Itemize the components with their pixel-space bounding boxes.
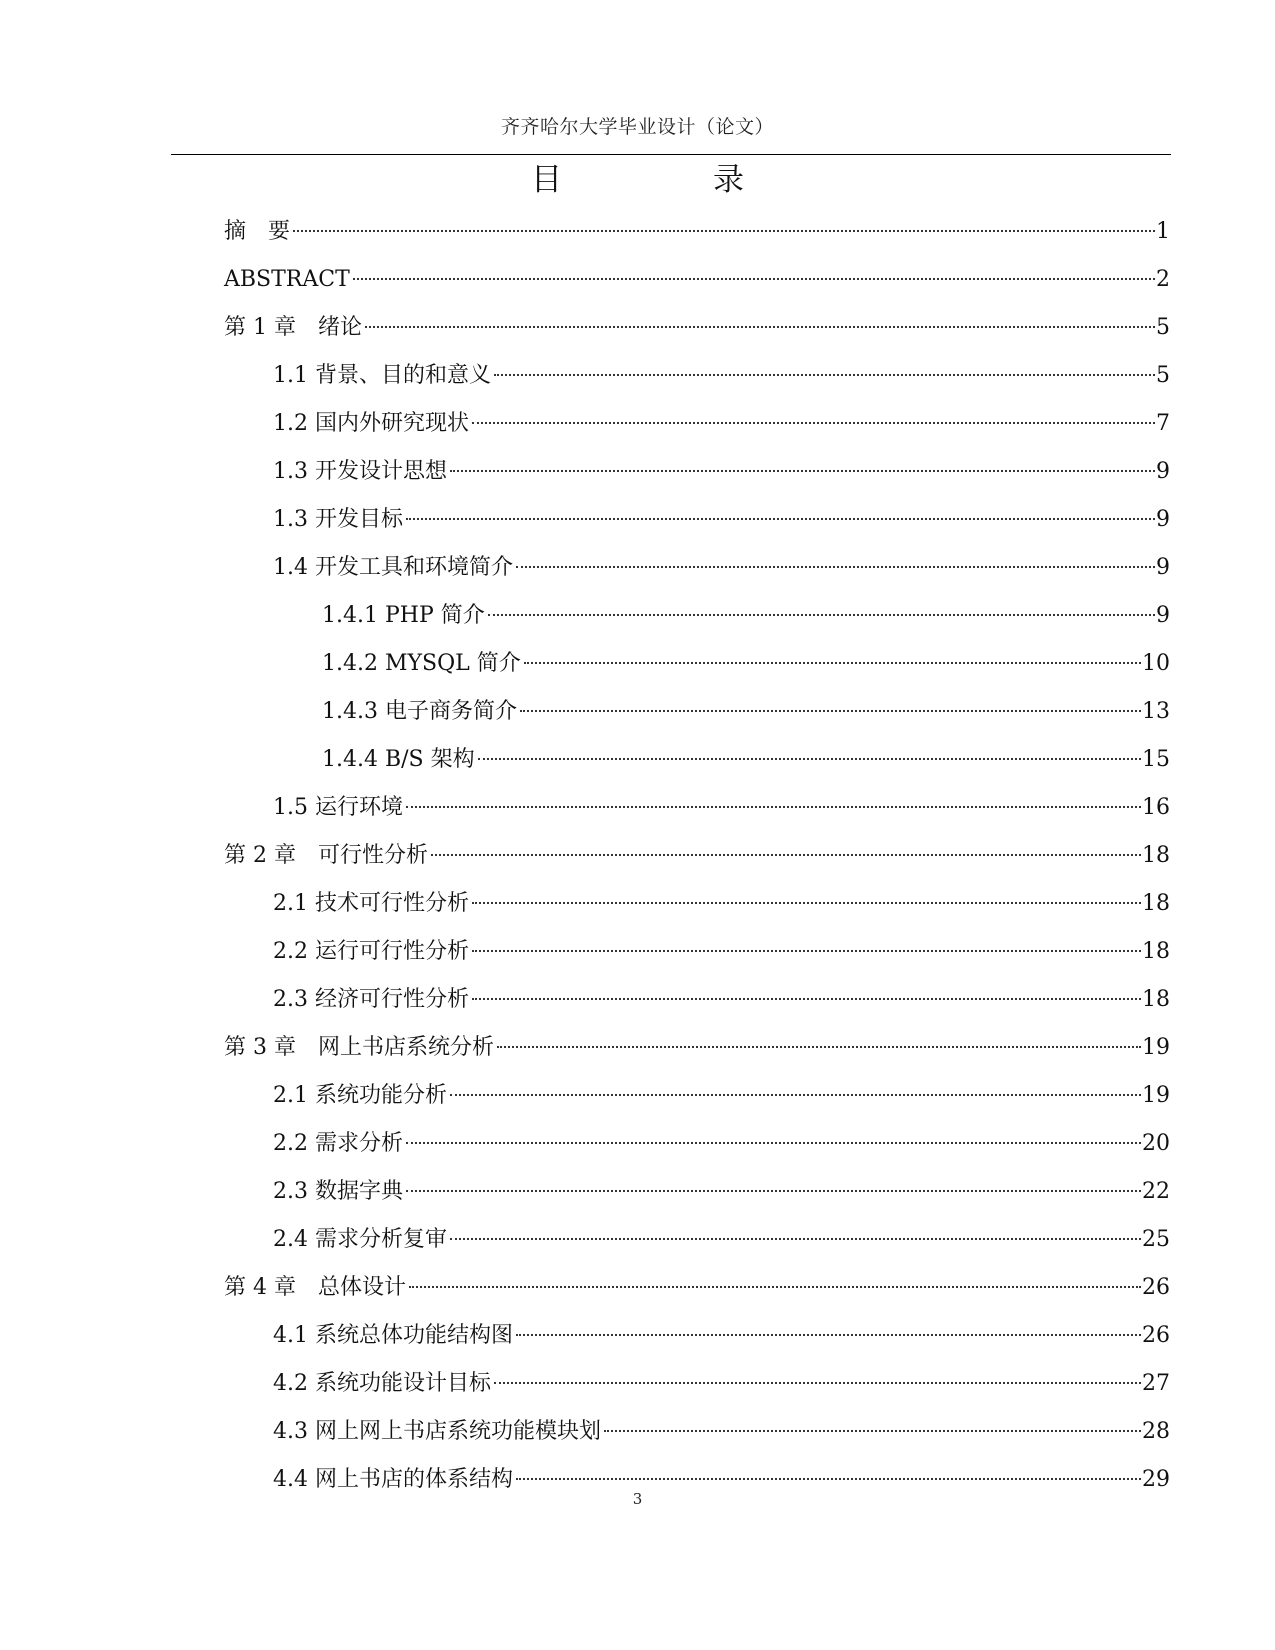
dot-leader — [406, 806, 1141, 808]
toc-title: 目 录 — [531, 162, 804, 198]
toc-entry[interactable] — [0, 1024, 1275, 1072]
toc-entry[interactable] — [0, 1312, 1275, 1360]
toc-entry-page: 28 — [1142, 1419, 1170, 1444]
toc-entry[interactable] — [0, 928, 1275, 976]
toc-entry-title: 2.3 经济可行性分析 — [273, 987, 469, 1012]
toc-entry-page: 22 — [1142, 1179, 1170, 1204]
toc-entry-title: 1.4 开发工具和环境简介 — [273, 555, 513, 580]
toc-entry[interactable] — [0, 256, 1275, 304]
toc-entry[interactable] — [0, 400, 1275, 448]
table-of-contents — [0, 208, 1275, 1504]
toc-entry-title: 2.1 技术可行性分析 — [273, 891, 469, 916]
toc-entry-title: 1.4.2 MYSQL 简介 — [322, 651, 521, 676]
toc-entry-title: 4.4 网上书店的体系结构 — [273, 1467, 513, 1492]
toc-entry-page: 7 — [1156, 411, 1170, 436]
toc-entry-page: 18 — [1142, 987, 1170, 1012]
dot-leader — [520, 710, 1141, 712]
toc-entry-title: 1.1 背景、目的和意义 — [273, 363, 491, 388]
toc-entry-title: 1.3 开发设计思想 — [273, 459, 447, 484]
toc-entry[interactable] — [0, 1168, 1275, 1216]
toc-entry[interactable] — [0, 1072, 1275, 1120]
toc-entry[interactable] — [0, 544, 1275, 592]
dot-leader — [497, 1046, 1141, 1048]
toc-entry-title: 2.1 系统功能分析 — [273, 1083, 447, 1108]
toc-entry-title: 2.4 需求分析复审 — [273, 1227, 447, 1252]
toc-entry-page: 2 — [1156, 267, 1170, 292]
toc-entry-page: 5 — [1156, 363, 1170, 388]
toc-entry[interactable] — [0, 1408, 1275, 1456]
toc-entry-page: 9 — [1156, 603, 1170, 628]
toc-entry-page: 16 — [1142, 795, 1170, 820]
toc-entry[interactable] — [0, 1264, 1275, 1312]
toc-entry[interactable] — [0, 1120, 1275, 1168]
page-number: 3 — [632, 1490, 643, 1508]
toc-entry-page: 25 — [1142, 1227, 1170, 1252]
toc-entry[interactable] — [0, 496, 1275, 544]
toc-entry-page: 26 — [1142, 1275, 1170, 1300]
toc-entry-title: 第 1 章 绪论 — [224, 315, 362, 340]
toc-entry-page: 20 — [1142, 1131, 1170, 1156]
toc-entry[interactable] — [0, 1360, 1275, 1408]
toc-entry-page: 26 — [1142, 1323, 1170, 1348]
toc-entry-page: 9 — [1156, 555, 1170, 580]
dot-leader — [478, 758, 1141, 760]
toc-entry-page: 18 — [1142, 939, 1170, 964]
dot-leader — [494, 374, 1155, 376]
toc-entry-page: 5 — [1156, 315, 1170, 340]
toc-entry[interactable] — [0, 208, 1275, 256]
toc-entry-title: ABSTRACT — [224, 267, 350, 292]
toc-entry[interactable] — [0, 448, 1275, 496]
dot-leader — [406, 1190, 1141, 1192]
toc-entry[interactable] — [0, 784, 1275, 832]
toc-entry-title: 2.2 运行可行性分析 — [273, 939, 469, 964]
toc-entry[interactable] — [0, 304, 1275, 352]
dot-leader — [406, 1142, 1141, 1144]
dot-leader — [431, 854, 1141, 856]
toc-entry-page: 1 — [1156, 219, 1170, 244]
toc-entry[interactable] — [0, 592, 1275, 640]
dot-leader — [450, 1238, 1141, 1240]
toc-entry[interactable] — [0, 832, 1275, 880]
toc-entry-title: 4.2 系统功能设计目标 — [273, 1371, 491, 1396]
toc-entry-page: 27 — [1142, 1371, 1170, 1396]
toc-entry-page: 9 — [1156, 459, 1170, 484]
dot-leader — [524, 662, 1141, 664]
toc-entry-title: 2.2 需求分析 — [273, 1131, 403, 1156]
dot-leader — [516, 1334, 1141, 1336]
toc-entry-title: 第 4 章 总体设计 — [224, 1275, 406, 1300]
toc-entry-title: 摘 要 — [224, 219, 291, 244]
dot-leader — [472, 998, 1141, 1000]
toc-entry-title: 2.3 数据字典 — [273, 1179, 403, 1204]
toc-entry-title: 第 3 章 网上书店系统分析 — [224, 1035, 494, 1060]
dot-leader — [472, 950, 1141, 952]
toc-entry-title: 1.4.3 电子商务简介 — [322, 699, 517, 724]
toc-entry-title: 第 2 章 可行性分析 — [224, 843, 428, 868]
toc-entry-title: 1.5 运行环境 — [273, 795, 403, 820]
dot-leader — [516, 1478, 1141, 1480]
dot-leader — [365, 326, 1155, 328]
toc-entry-title: 4.1 系统总体功能结构图 — [273, 1323, 513, 1348]
dot-leader — [494, 1382, 1141, 1384]
dot-leader — [450, 470, 1155, 472]
dot-leader — [604, 1430, 1141, 1432]
dot-leader — [472, 422, 1155, 424]
toc-entry-title: 1.4.1 PHP 简介 — [322, 603, 485, 628]
dot-leader — [409, 1286, 1141, 1288]
toc-entry-title: 1.4.4 B/S 架构 — [322, 747, 475, 772]
toc-entry[interactable] — [0, 880, 1275, 928]
toc-entry-title: 1.2 国内外研究现状 — [273, 411, 469, 436]
toc-entry-page: 19 — [1142, 1083, 1170, 1108]
toc-entry-page: 10 — [1142, 651, 1170, 676]
toc-entry-page: 18 — [1142, 843, 1170, 868]
toc-entry-page: 29 — [1142, 1467, 1170, 1492]
toc-entry[interactable] — [0, 640, 1275, 688]
toc-entry-page: 13 — [1142, 699, 1170, 724]
toc-entry-page: 18 — [1142, 891, 1170, 916]
toc-entry-page: 9 — [1156, 507, 1170, 532]
dot-leader — [450, 1094, 1141, 1096]
dot-leader — [353, 278, 1155, 280]
dot-leader — [516, 566, 1155, 568]
dot-leader — [488, 614, 1155, 616]
toc-entry[interactable] — [0, 736, 1275, 784]
toc-entry-title: 1.3 开发目标 — [273, 507, 403, 532]
toc-entry[interactable] — [0, 688, 1275, 736]
dot-leader — [406, 518, 1155, 520]
toc-entry[interactable] — [0, 1216, 1275, 1264]
toc-entry-title: 4.3 网上网上书店系统功能模块划 — [273, 1419, 601, 1444]
toc-entry[interactable] — [0, 352, 1275, 400]
toc-entry-page: 19 — [1142, 1035, 1170, 1060]
dot-leader — [472, 902, 1141, 904]
toc-entry[interactable] — [0, 976, 1275, 1024]
toc-entry-page: 15 — [1142, 747, 1170, 772]
dot-leader — [293, 230, 1155, 232]
running-header: 齐齐哈尔大学毕业设计（论文） — [500, 116, 774, 138]
